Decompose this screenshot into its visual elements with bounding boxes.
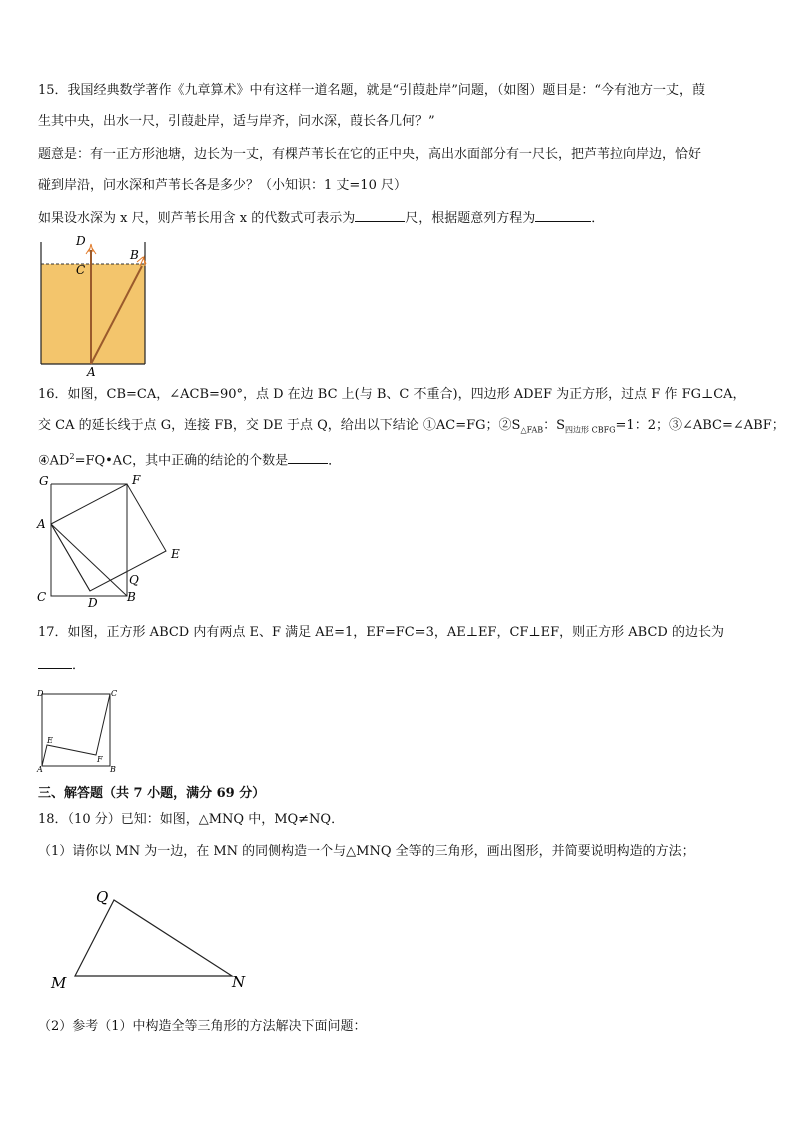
label-C: C	[111, 689, 118, 698]
label-E: E	[171, 547, 180, 561]
label-E: E	[47, 736, 53, 745]
q15-text-line2: 生其中央，出水一尺，引葭赴岸，适与岸齐，问水深，葭长各几何？”	[38, 114, 435, 129]
label-N: N	[232, 973, 246, 991]
q18-part1: （1）请你以 MN 为一边，在 MN 的同侧构造一个与△MNQ 全等的三角形，画出图形，并简要说明构造的方法；	[38, 844, 695, 859]
q16-text-line1: 16．如图，CB=CA，∠ACB=90°，点 D 在边 BC 上(与 B、C 不重合)，四边形 ADEF 为正方形，过点 F 作 FG⊥CA，	[38, 387, 746, 402]
q16-line2-part-a: 交 CA 的延长线于点 G，连接 FB，交 DE 于点 Q，给出以下结论 ①AC=FG；②S	[38, 418, 521, 433]
label-M: M	[51, 974, 67, 992]
q16-answer-blank	[288, 451, 328, 464]
label-C: C	[76, 263, 86, 277]
q17-line2-part: ．	[72, 658, 86, 673]
q15-answer-blank-2	[535, 209, 591, 222]
q15-answer-blank-1	[355, 209, 405, 222]
q17-text-line1: 17．如图，正方形 ABCD 内有两点 E、F 满足 AE=1，EF=FC=3，AE⊥EF，CF⊥EF，则正方形 ABCD 的边长为	[38, 625, 724, 640]
label-D: D	[76, 234, 86, 248]
label-D: D	[88, 596, 98, 610]
label-A: A	[87, 365, 96, 379]
q15-line5-part-c: ．	[591, 211, 605, 226]
q15-text-line5	[38, 209, 604, 227]
q16-text-line3	[38, 449, 341, 469]
q15-text-line4: 碰到岸沿，问水深和芦苇长各是多少？（小知识：1 丈=10 尺）	[38, 178, 407, 193]
label-F: F	[97, 755, 103, 764]
q16-line3-part-a: ④AD	[38, 453, 70, 469]
label-Q: Q	[96, 888, 109, 906]
q18-text-line1: 18．（10 分）已知：如图，△MNQ 中，MQ≠NQ．	[38, 812, 345, 827]
q15-text-line1: 15．我国经典数学著作《九章算术》中有这样一道名题，就是“引葭赴岸”问题，（如图）题目是：“今有池方一丈，葭	[38, 83, 705, 98]
q17-answer-blank	[38, 656, 72, 669]
q17-square-figure	[34, 686, 124, 774]
q16-sup-2: 2	[69, 452, 75, 461]
q18-part2: （2）参考（1）中构造全等三角形的方法解决下面问题：	[38, 1019, 367, 1034]
q16-line2-part-c: =1：2；③∠ABC=∠ABF；	[615, 418, 785, 433]
q15-pond-figure	[36, 230, 156, 378]
q16-sub-cbfg: 四边形 CBFG	[565, 425, 616, 435]
label-C: C	[37, 590, 47, 604]
label-Q: Q	[129, 573, 139, 587]
water-area	[41, 264, 145, 364]
label-B: B	[130, 248, 139, 262]
q16-line3-part-c: ．	[328, 453, 342, 469]
q17-text-line2	[38, 656, 85, 674]
q15-text-line3: 题意是：有一正方形池塘，边长为一丈，有棵芦苇长在它的正中央，高出水面部分有一尺长，把芦苇拉向岸边，恰好	[38, 147, 702, 162]
label-B: B	[127, 590, 136, 604]
label-A: A	[37, 765, 43, 774]
section-title: 三、解答题（共 7 小题，满分 69 分）	[38, 786, 266, 801]
q16-text-line2	[38, 418, 785, 439]
label-A: A	[37, 517, 46, 531]
label-F: F	[132, 473, 141, 487]
q15-line5-part-b: 尺，根据题意列方程为	[405, 211, 536, 226]
q18-triangle-figure	[46, 880, 266, 995]
q15-line5-part-a: 如果设水深为 x 尺，则芦苇长用含 x 的代数式可表示为	[38, 211, 356, 226]
label-D: D	[37, 689, 44, 698]
q16-line2-part-b: ：S	[543, 418, 566, 433]
q16-square-figure	[34, 472, 194, 614]
label-B: B	[110, 765, 116, 774]
label-G: G	[39, 474, 49, 488]
q16-line3-part-b: =FQ•AC，其中正确的结论的个数是	[74, 453, 289, 469]
q16-sub-fab: △FAB	[520, 425, 544, 435]
